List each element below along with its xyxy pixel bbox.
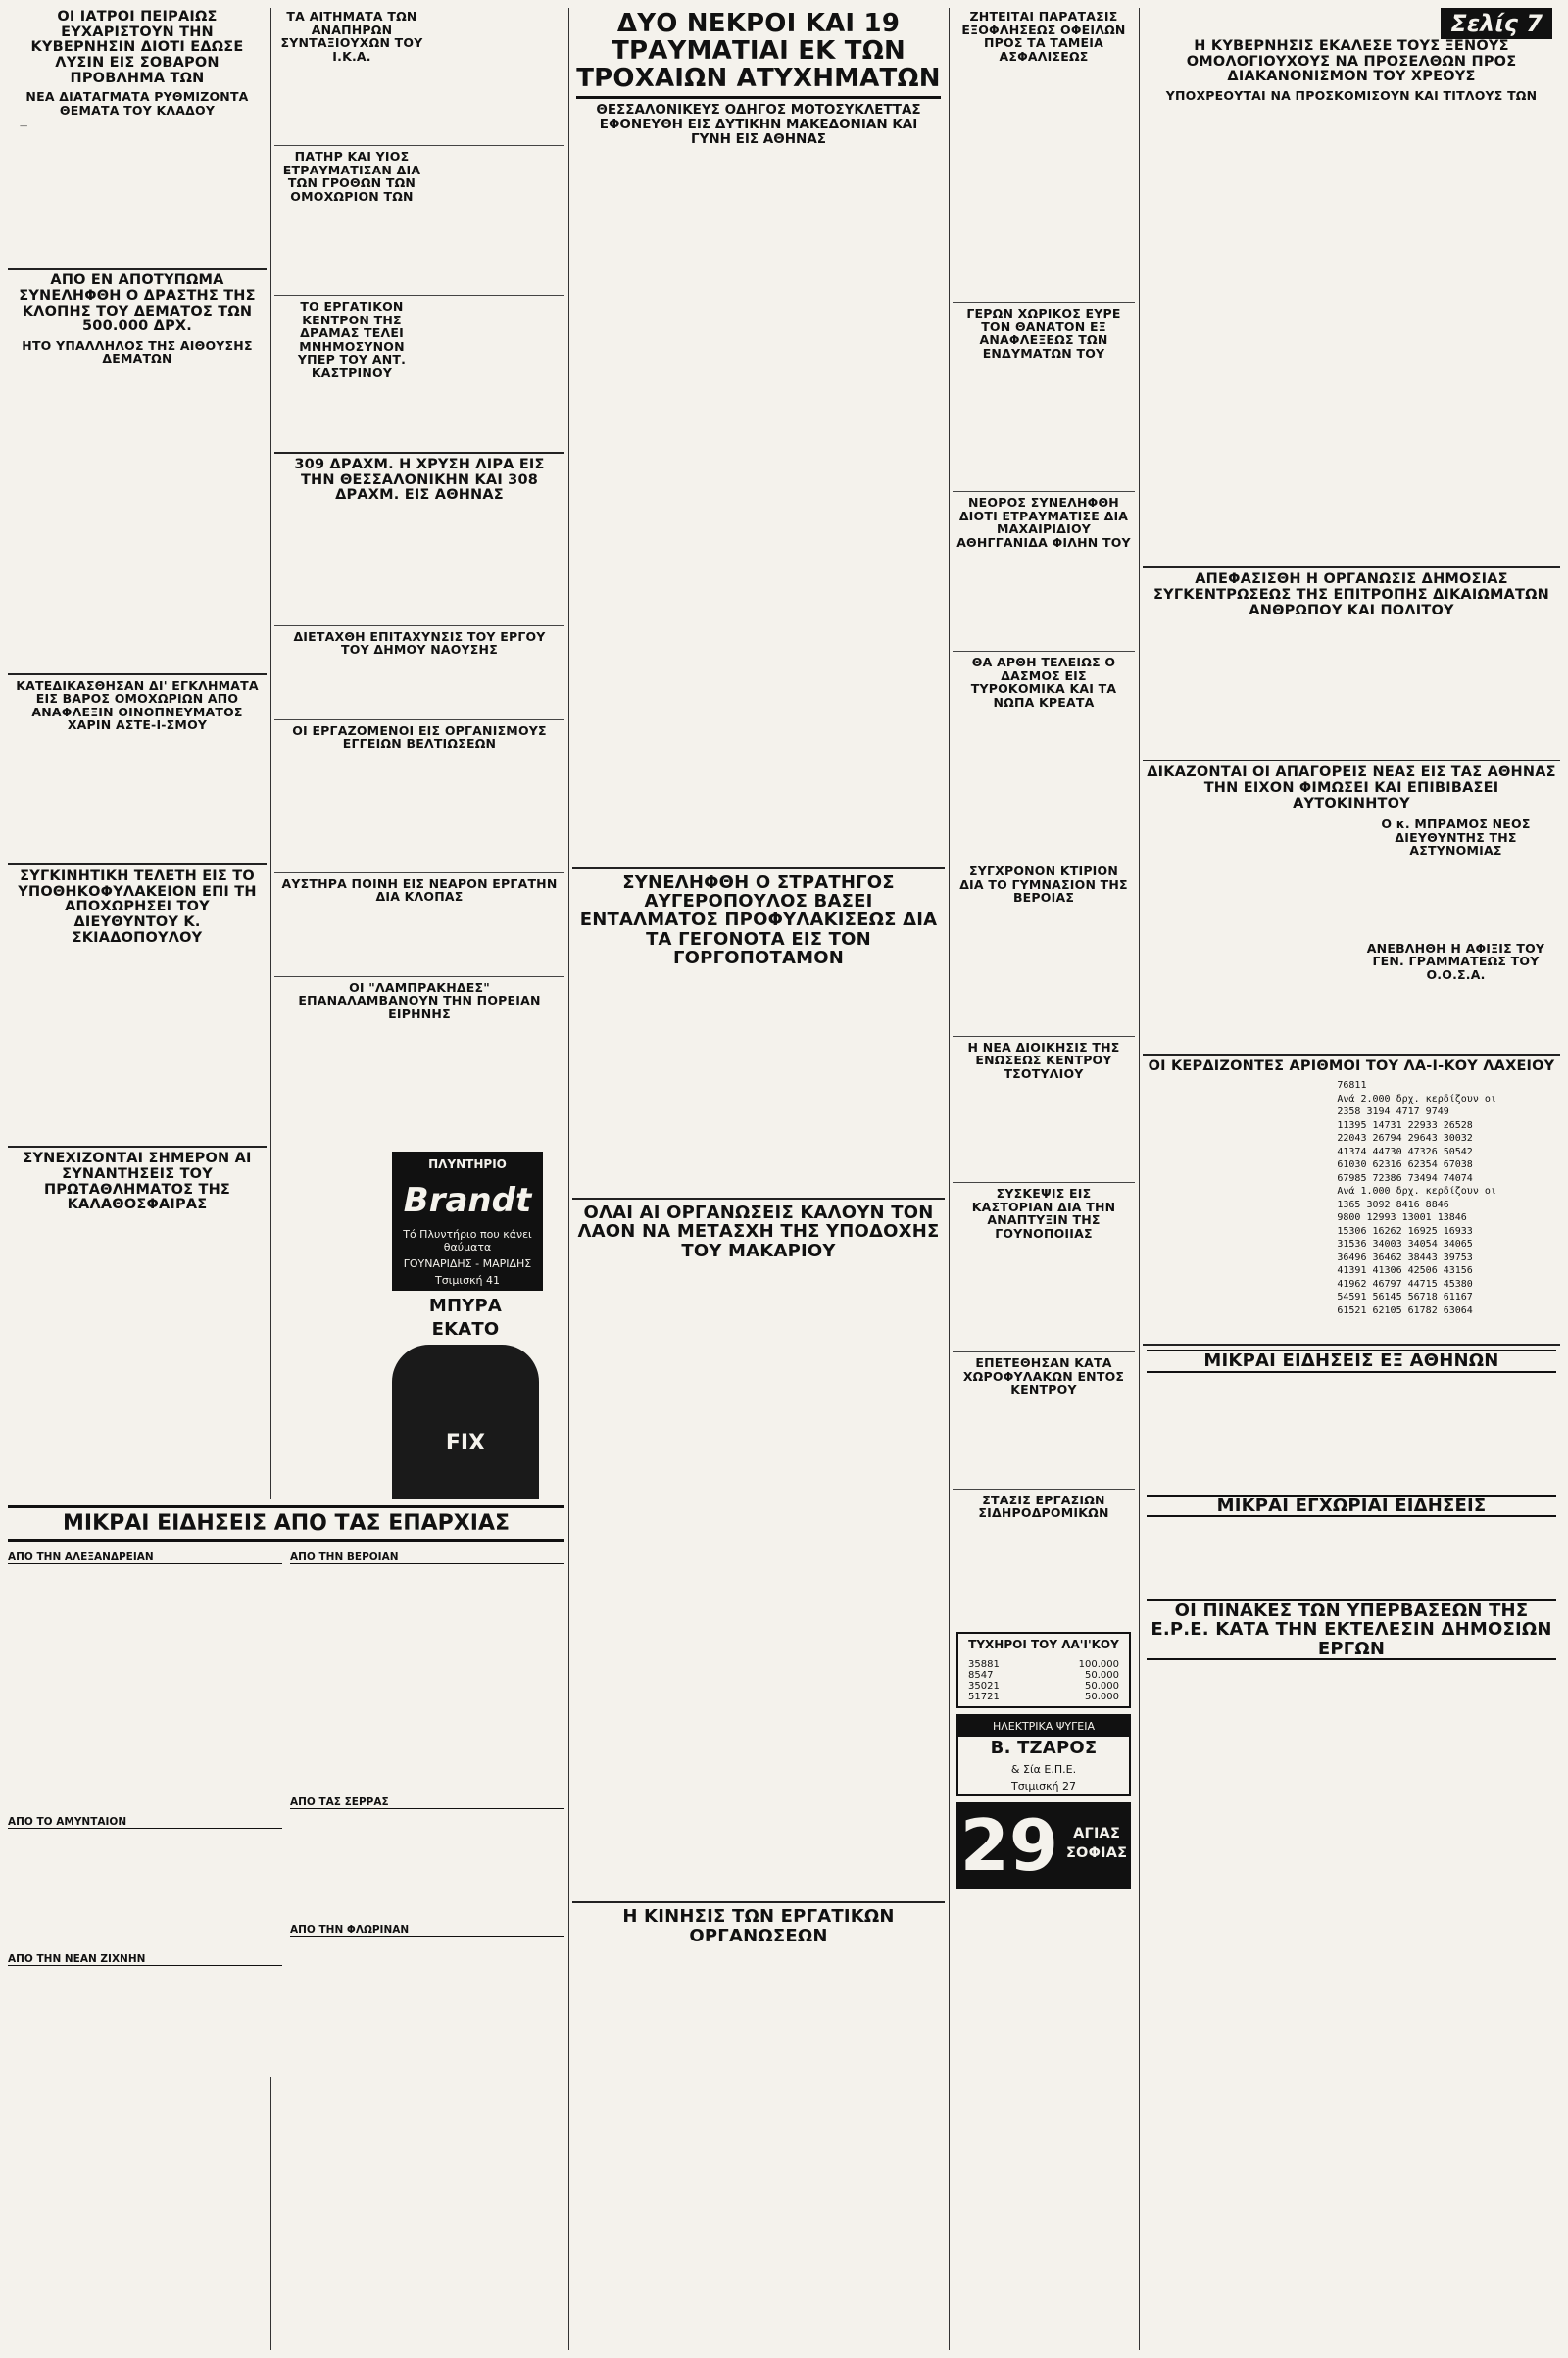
article-body [12,369,263,663]
article-body: — [20,121,28,131]
article-kastoria-fur [956,1187,1131,1342]
ticket-row: 51721 50.000 [968,1691,1119,1702]
section-head: ΑΠΟ ΤΑΣ ΣΕΡΡΑΣ [290,1796,564,1809]
headline: ΚΑΤΕΔΙΚΑΣΘΗΣΑΝ ΔΙ' ΕΓΚΛΗΜΑΤΑ ΕΙΣ ΒΑΡΟΣ ΟΜΟΧΩΡΙΩΝ ΑΠΟ ΑΝΑΦΛΕΞΙΝ ΟΙΝΟΠΝΕΥΜΑΤΟΣ ΧΑΡΙΝ ΑΣΤΕ-Ι-ΣΜΟΥ [16,677,259,733]
article-drama-labour [278,300,425,442]
article-bondholders [1147,39,1556,557]
lottery-line: Ανά 2.000 δρχ. κερδίζουν οι [1337,1093,1496,1105]
beer-bottle-icon: FIX [392,1345,539,1541]
article-worker-sentence [278,877,561,966]
article-athens-news [1147,1350,1556,1484]
headline: ΕΠΕΤΕΘΗΣΑΝ ΚΑΤΑ ΧΩΡΟΦΥΛΑΚΩΝ ΕΝΤΟΣ ΚΕΝΤΡΟΥ [962,1355,1125,1397]
headline: ΣΥΓΚΙΝΗΤΙΚΗ ΤΕΛΕΤΗ ΕΙΣ ΤΟ ΥΠΟΘΗΚΟΦΥΛΑΚΕΙΟΝ ΕΠΙ ΤΗ ΑΠΟΧΩΡΗΣΕΙ ΤΟΥ ΔΙΕΥΘΥΝΤΟΥ Κ. ΣΚΙΑΔΟΠΟΥΛΟΥ [18,867,257,946]
article-gendarmes [956,1356,1131,1479]
lottery-line: 76811 [1337,1080,1367,1092]
lottery-line: 41962 46797 44715 45380 [1337,1278,1473,1290]
ticket-row: 8547 50.000 [968,1669,1119,1681]
article-makarios [576,1204,941,1891]
headline: ΜΙΚΡΑΙ ΕΙΔΗΣΕΙΣ ΕΞ ΑΘΗΝΩΝ [1147,1350,1556,1372]
headline: ΝΕΟΡΟΣ ΣΥΝΕΛΗΦΘΗ ΔΙΟΤΙ ΕΤΡΑΥΜΑΤΙΣΕ ΔΙΑ ΜΑΧΑΙΡΙΔΙΟΥ ΑΘΗΓΓΑΝΙΔΑ ΦΙΛΗΝ ΤΟΥ [956,495,1131,550]
subheadline: ΝΕΑ ΔΙΑΤΑΓΜΑΤΑ ΡΥΘΜΙΖΟΝΤΑ ΘΕΜΑΤΑ ΤΟΥ ΚΛΑΔΟΥ [25,89,249,118]
lottery-line: 36496 36462 38443 39753 [1337,1252,1473,1263]
section-head: ΑΠΟ ΤΗΝ ΦΛΩΡΙΝΑΝ [290,1924,564,1937]
lottery-line: 15306 16262 16925 16933 [1337,1225,1473,1237]
headline: ΠΑΤΗΡ ΚΑΙ ΥΙΟΣ ΕΤΡΑΥΜΑΤΙΣΑΝ ΔΙΑ ΤΩΝ ΓΡΟΘΩΝ ΤΩΝ ΟΜΟΧΩΡΙΟΝ ΤΩΝ [282,149,421,204]
advert-fix-beer: ΜΠΥΡΑ ΕΚΑΤΟ FIX [392,1297,539,1573]
lottery-line: 67985 72386 73494 74074 [1337,1172,1473,1184]
column-4 [953,8,1135,2350]
headline: ΟΙ ΠΙΝΑΚΕΣ ΤΩΝ ΥΠΕΡΒΑΣΕΩΝ ΤΗΣ Ε.Ρ.Ε. ΚΑΤΑ ΤΗΝ ΕΚΤΕΛΕΣΙΝ ΔΗΜΟΣΙΩΝ ΕΡΓΩΝ [1147,1599,1556,1660]
headline: ΑΠΕΦΑΣΙΣΘΗ Η ΟΡΓΑΝΩΣΙΣ ΔΗΜΟΣΙΑΣ ΣΥΓΚΕΝΤΡΩΣΕΩΣ ΤΗΣ ΕΠΙΤΡΟΠΗΣ ΔΙΚΑΙΩΜΑΤΩΝ ΑΝΘΡΩΠΟΥ ΚΑΙ ΠΟΛΙΤΟΥ [1153,571,1549,618]
headline: ΑΠΟ ΕΝ ΑΠΟΤΥΠΩΜΑ ΣΥΝΕΛΗΦΘΗ Ο ΔΡΑΣΤΗΣ ΤΗΣ ΚΛΟΠΗΣ ΤΟΥ ΔΕΜΑΤΟΣ ΤΩΝ 500.000 ΔΡΧ. [19,272,256,335]
lottery-line: 22043 26794 29643 30032 [1337,1133,1473,1145]
article-pensioners [278,10,425,63]
subheadline: ΘΕΣΣΑΛΟΝΙΚΕΥΣ ΟΔΗΓΟΣ ΜΟΤΟΣΥΚΛΕΤΤΑΣ ΕΦΟΝΕΥΘΗ ΕΙΣ ΔΥΤΙΚΗΝ ΜΑΚΕΔΟΝΙΑΝ ΚΑΙ ΓΥΝΗ ΕΙΣ ΑΘΗΝΑΣ [596,102,921,148]
lottery-line: 61521 62105 61782 63064 [1337,1304,1473,1316]
article-tariff [956,656,1131,850]
article-insurance-funds [956,10,1131,292]
ticket-row: 35021 50.000 [968,1680,1119,1692]
section-head: ΑΠΟ ΤΟ ΑΜΥΝΤΑΙΟΝ [8,1816,282,1829]
article-gold-sovereign [278,458,561,615]
article-convictions [12,679,263,854]
article-kidnappers [1147,765,1556,1044]
newspaper-page [8,8,1560,2350]
ticket-row: 35881 100.000 [968,1658,1119,1670]
lottery-line: 31536 34003 34054 34065 [1337,1239,1473,1251]
headline: ΟΙ ΙΑΤΡΟΙ ΠΕΙΡΑΙΩΣ ΕΥΧΑΡΙΣΤΟΥΝ ΤΗΝ ΚΥΒΕΡΝΗΣΙΝ ΔΙΟΤΙ ΕΔΩΣΕ ΛΥΣΙΝ ΕΙΣ ΣΟΒΑΡΟΝ ΠΡΟΒΛΗΜΑ ΤΩΝ [30,9,244,86]
headline: ΤΑ ΑΙΤΗΜΑΤΑ ΤΩΝ ΑΝΑΠΗΡΩΝ ΣΥΝΤΑΞΙΟΥΧΩΝ ΤΟΥ Ι.Κ.Α. [280,9,423,64]
headline: ΑΥΣΤΗΡΑ ΠΟΙΝΗ ΕΙΣ ΝΕΑΡΟΝ ΕΡΓΑΤΗΝ ΔΙΑ ΚΛΟΠΑΣ [281,875,558,905]
article-father-son [278,150,425,285]
column-5 [1143,8,1560,2350]
advert-tzaros: ΗΛΕΚΤΡΙΚΑ ΨΥΓΕΙΑ Β. ΤΖΑΡΟΣ & Σία Ε.Π.Ε. Τσιμισκή 27 [956,1714,1131,1796]
headline: ΜΙΚΡΑΙ ΕΓΧΩΡΙΑΙ ΕΙΔΗΣΕΙΣ [1147,1495,1556,1517]
article-labour-movement [576,1907,941,2204]
article-traffic-accidents [576,10,941,858]
article-ceremony [12,869,263,1136]
lottery-line: 9800 12993 13001 13846 [1337,1212,1467,1224]
headline: ΣΤΑΣΙΣ ΕΡΓΑΣΙΩΝ ΣΙΔΗΡΟΔΡΟΜΙΚΩΝ [978,1492,1109,1520]
advert-brandt: ΠΛΥΝΤΗΡΙΟ Brandt Τό Πλυντήριο που κάνει θαύματα ΓΟΥΝΑΡΙΔΗΣ - ΜΑΡΙΔΗΣ Τσιμισκή 41 [392,1152,543,1291]
headline: ΟΛΑΙ ΑΙ ΟΡΓΑΝΩΣΕΙΣ ΚΑΛΟΥΝ ΤΟΝ ΛΑΟΝ ΝΑ ΜΕΤΑΣΧΗ ΤΗΣ ΥΠΟΔΟΧΗΣ ΤΟΥ ΜΑΚΑΡΙΟΥ [577,1202,940,1261]
headline: ΓΕΡΩΝ ΧΩΡΙΚΟΣ ΕΥΡΕ ΤΟΝ ΘΑΝΑΤΟΝ ΕΞ ΑΝΑΦΛΕΞΕΩΣ ΤΩΝ ΕΝΔΥΜΑΤΩΝ ΤΟΥ [966,306,1121,361]
headline: ΣΥΝΕΛΗΦΘΗ Ο ΣΤΡΑΤΗΓΟΣ ΑΥΓΕΡΟΠΟΥΛΟΣ ΒΑΣΕΙ ΕΝΤΑΛΜΑΤΟΣ ΠΡΟΦΥΛΑΚΙΣΕΩΣ ΔΙΑ ΤΑ ΓΕΓΟΝΟΤΑ ΕΙΣ ΤΟΝ ΓΟΡΓΟΠΟΤΑΜΟΝ [579,871,938,969]
headline: ΔΥΟ ΝΕΚΡΟΙ ΚΑΙ 19 ΤΡΑΥΜΑΤΙΑΙ ΕΚ ΤΩΝ ΤΡΟΧΑΙΩΝ ΑΤΥΧΗΜΑΤΩΝ [576,10,941,99]
headline: ΘΑ ΑΡΘΗ ΤΕΛΕΙΩΣ Ο ΔΑΣΜΟΣ ΕΙΣ ΤΥΡΟΚΟΜΙΚΑ ΚΑΙ ΤΑ ΝΩΠΑ ΚΡΕΑΤΑ [970,655,1117,710]
article-lambrakides [278,981,561,1143]
subheadline: ΥΠΟΧΡΕΟΥΤΑΙ ΝΑ ΠΡΟΣΚΟΜΙΣΟΥΝ ΚΑΙ ΤΙΤΛΟΥΣ ΤΩΝ [1165,87,1538,103]
article-avgeropoulos [576,873,941,1188]
article-human-rights [1147,572,1556,750]
article-old-villager [956,307,1131,481]
brandt-logo: Brandt [403,1181,532,1221]
headline: ΣΥΝΕΧΙΖΟΝΤΑΙ ΣΗΜΕΡΟΝ ΑΙ ΣΥΝΑΝΤΗΣΕΙΣ ΤΟΥ ΠΡΩΤΑΘΛΗΜΑΤΟΣ ΤΗΣ ΚΑΛΑΘΟΣΦΑΙΡΑΣ [23,1151,252,1213]
lottery-line: 41374 44730 47326 50542 [1337,1146,1473,1157]
section-head: ΑΠΟ ΤΗΝ ΝΕΑΝ ΖΙΧΝΗΝ [8,1953,282,1966]
lottery-winners-box: ΤΥΧΗΡΟΙ ΤΟΥ ΛΑ'Ι'ΚΟΥ 35881 100.000 8547 50.000 35021 50.000 51721 50.000 [956,1632,1131,1708]
lottery-line: 54591 56145 56718 61167 [1337,1292,1473,1303]
headline: ΖΗΤΕΙΤΑΙ ΠΑΡΑΤΑΣΙΣ ΕΞΟΦΛΗΣΕΩΣ ΟΦΕΙΛΩΝ ΠΡΟΣ ΤΑ ΤΑΜΕΙΑ ΑΣΦΑΛΙΣΕΩΣ [961,9,1126,64]
headline: Ο κ. ΜΠΡΑΜΟΣ ΝΕΟΣ ΔΙΕΥΘΥΝΤΗΣ ΤΗΣ ΑΣΤΥΝΟΜΙΑΣ [1381,816,1531,859]
lottery-number-list [1337,1079,1556,1334]
article-tsotyli [956,1041,1131,1173]
headline: Η ΚΙΝΗΣΙΣ ΤΩΝ ΕΡΓΑΤΙΚΩΝ ΟΡΓΑΝΩΣΕΩΝ [622,1906,895,1946]
page-number-label: Σελίς 7 [1441,8,1552,39]
headline: Η ΝΕΑ ΔΙΟΙΚΗΣΙΣ ΤΗΣ ΕΝΩΣΕΩΣ ΚΕΝΤΡΟΥ ΤΣΟΤΥΛΙΟΥ [967,1039,1120,1081]
lottery-line: 11395 14731 22933 26528 [1337,1119,1473,1131]
headline: ΟΙ ΕΡΓΑΖΟΜΕΝΟΙ ΕΙΣ ΟΡΓΑΝΙΣΜΟΥΣ ΕΓΓΕΙΩΝ ΒΕΛΤΙΩΣΕΩΝ [292,722,547,752]
column-3 [572,8,945,2350]
subheadline: ΗΤΟ ΥΠΑΛΛΗΛΟΣ ΤΗΣ ΑΙΘΟΥΣΗΣ ΔΕΜΑΤΩΝ [22,337,253,367]
lottery-line: 41391 41306 42506 43156 [1337,1265,1473,1277]
article-land-improvement [278,724,561,862]
lottery-ticket-list [958,1655,1129,1706]
article-rail-strike [956,1494,1131,1622]
article-naoussa [278,630,561,710]
article-body [12,736,263,854]
article-lottery-numbers [1147,1059,1556,1334]
provinces-section [8,1499,564,2077]
section-band: ΜΙΚΡΑΙ ΕΙΔΗΣΕΙΣ ΑΠΟ ΤΑΣ ΕΠΑΡΧΙΑΣ [8,1505,564,1542]
article-veria-gym [956,864,1131,1026]
lottery-line: Ανά 1.000 δρχ. κερδίζουν οι [1337,1186,1496,1198]
headline: ΑΝΕΒΛΗΘΗ Η ΑΦΙΞΙΣ ΤΟΥ ΓΕΝ. ΓΡΑΜΜΑΤΕΩΣ ΤΟΥ Ο.Ο.Σ.Α. [1366,940,1545,982]
headline: 309 ΔΡΑΧΜ. Η ΧΡΥΣΗ ΛΙΡΑ ΕΙΣ ΤΗΝ ΘΕΣΣΑΛΟΝΙΚΗΝ ΚΑΙ 308 ΔΡΑΧΜ. ΕΙΣ ΑΘΗΝΑΣ [294,457,545,504]
headline: ΟΙ "ΛΑΜΠΡΑΚΗΔΕΣ" ΕΠΑΝΑΛΑΜΒΑΝΟΥΝ ΤΗΝ ΠΟΡΕΙΑΝ ΕΙΡΗΝΗΣ [298,979,541,1021]
headline: ΤΟ ΕΡΓΑΤΙΚΟΝ ΚΕΝΤΡΟΝ ΤΗΣ ΔΡΑΜΑΣ ΤΕΛΕΙ ΜΝΗΜΟΣΥΝΟΝ ΥΠΕΡ ΤΟΥ ΑΝΤ. ΚΑΣΤΡΙΝΟΥ [297,299,407,380]
advert-29-agias-sofias: 29 ΑΓΙΑΣ ΣΟΦΙΑΣ [956,1802,1131,1889]
article-doctors-piraeus [12,10,263,258]
lottery-line: 1365 3092 8416 8846 [1337,1199,1449,1210]
headline: ΟΙ ΚΕΡΔΙΖΟΝΤΕΣ ΑΡΙΘΜΟΙ ΤΟΥ ΛΑ-Ι-ΚΟΥ ΛΑΧΕΙΟΥ [1148,1058,1555,1075]
headline: ΔΙΕΤΑΧΘΗ ΕΠΙΤΑΧΥΝΣΙΣ ΤΟΥ ΕΡΓΟΥ ΤΟΥ ΔΗΜΟΥ ΝΑΟΥΣΗΣ [293,628,546,658]
lottery-line: 61030 62316 62354 67038 [1337,1159,1473,1171]
article-theft-arrest [12,273,263,663]
article-stabbing [956,496,1131,641]
section-head: ΑΠΟ ΤΗΝ ΑΛΕΞΑΝΔΡΕΙΑΝ [8,1551,282,1564]
headline: Η ΚΥΒΕΡΝΗΣΙΣ ΕΚΑΛΕΣΕ ΤΟΥΣ ΞΕΝΟΥΣ ΟΜΟΛΟΓΙΟΥΧΟΥΣ ΝΑ ΠΡΟΣΕΛΘΩΝ ΠΡΟΣ ΔΙΑΚΑΝΟΝΙΣΜΟΝ ΤΟΥ ΧΡΕΟΥΣ [1186,38,1517,85]
lottery-line: 2358 3194 4717 9749 [1337,1106,1449,1118]
article-body [12,950,263,1136]
section-head: ΑΠΟ ΤΗΝ ΒΕΡΟΙΑΝ [290,1551,564,1564]
article-local-news [1147,1495,1556,1590]
headline: ΣΥΣΚΕΨΙΣ ΕΙΣ ΚΑΣΤΟΡΙΑΝ ΔΙΑ ΤΗΝ ΑΝΑΠΤΥΞΙΝ ΤΗΣ ΓΟΥΝΟΠΟΙΙΑΣ [971,1186,1116,1241]
article-ere-tables [1147,1599,1556,2174]
headline: ΔΙΚΑΖΟΝΤΑΙ ΟΙ ΑΠΑΓΟΡΕΙΣ ΝΕΑΣ ΕΙΣ ΤΑΣ ΑΘΗΝΑΣ ΤΗΝ ΕΙΧΟΝ ΦΙΜΩΣΕΙ ΚΑΙ ΕΠΙΒΙΒΑΣΕΙ ΑΥΤΟΚΙΝΗΤΟΥ [1147,764,1556,811]
headline: ΣΥΓΧΡΟΝΟΝ ΚΤΙΡΙΟΝ ΔΙΑ ΤΟ ΓΥΜΝΑΣΙΟΝ ΤΗΣ ΒΕΡΟΙΑΣ [959,863,1128,905]
